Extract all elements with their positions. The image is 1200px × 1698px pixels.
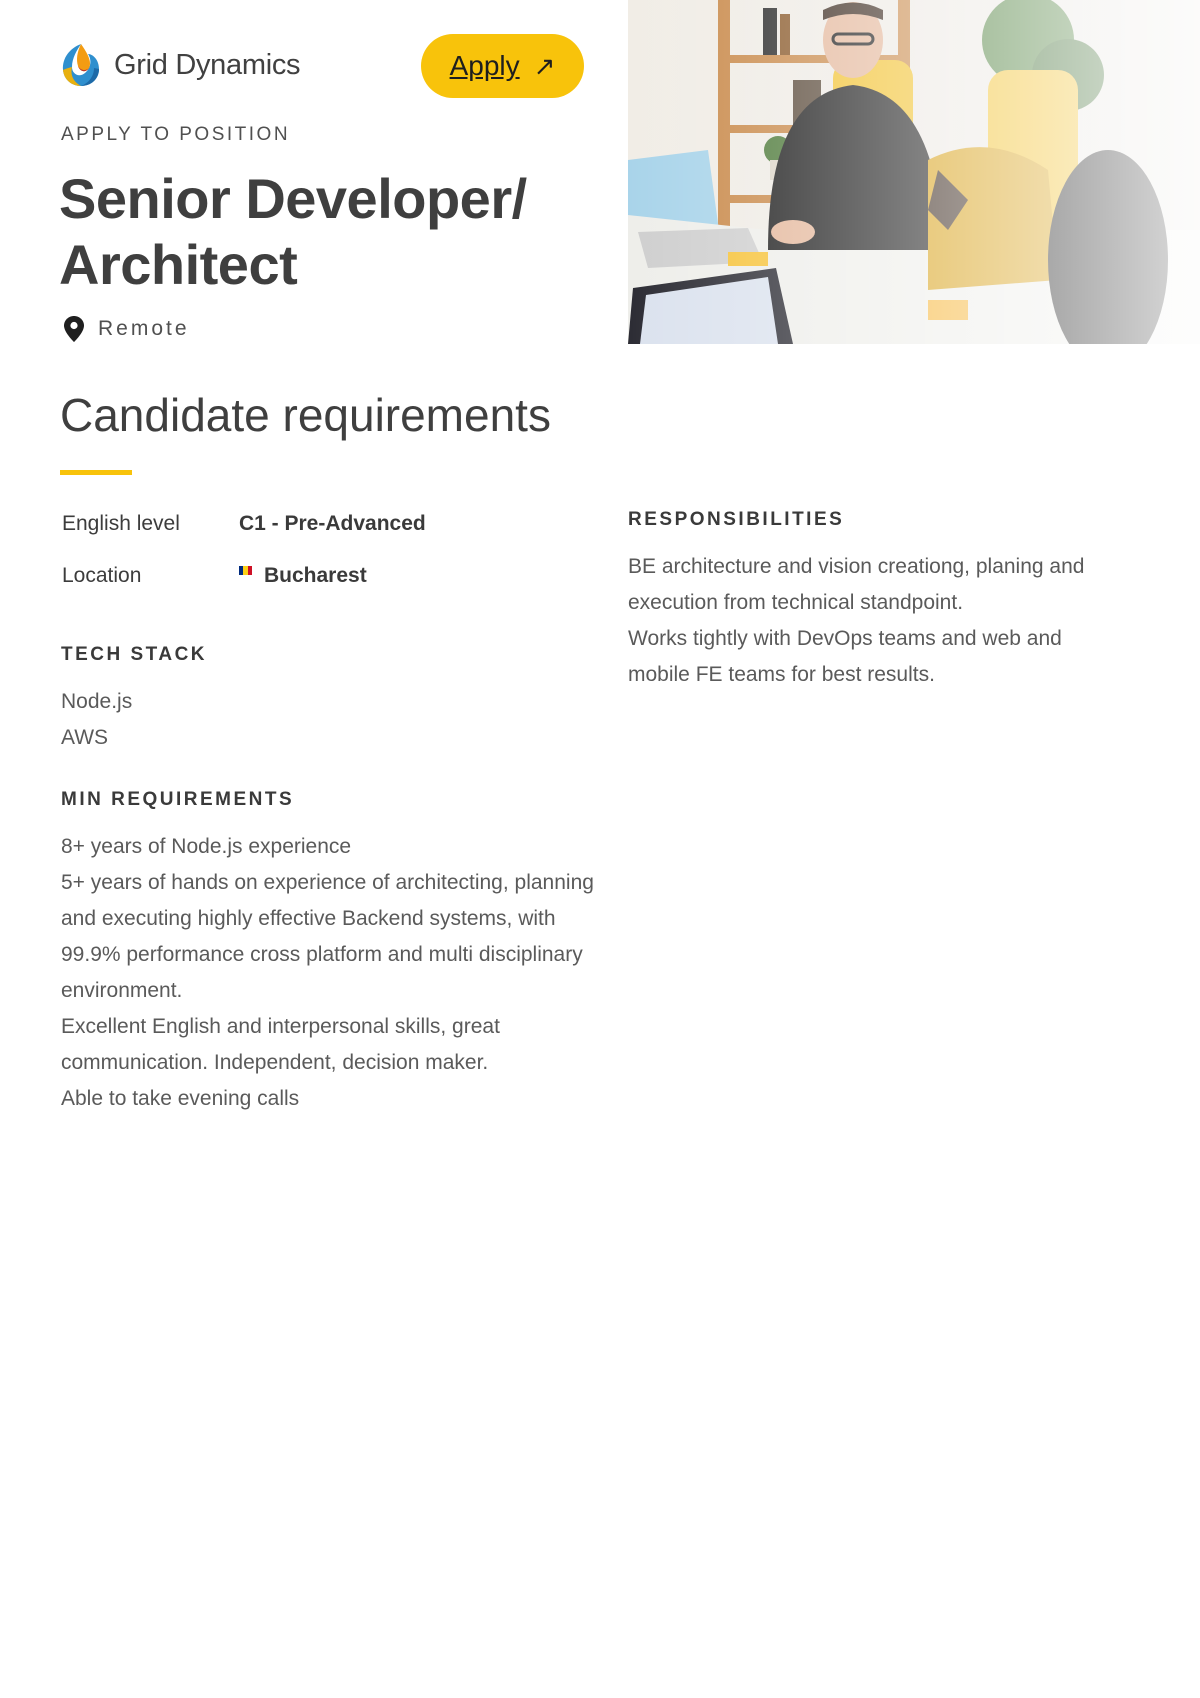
list-item: BE architecture and vision creationg, planing and execution from technical standpoint. bbox=[628, 555, 1085, 614]
section-title-candidate-requirements: Candidate requirements bbox=[60, 389, 551, 441]
romania-flag-icon bbox=[239, 566, 252, 575]
title-accent-underline bbox=[60, 470, 132, 475]
map-pin-icon bbox=[64, 316, 84, 342]
location-value bbox=[239, 564, 367, 588]
job-title: Senior Developer/ Architect bbox=[59, 167, 527, 296]
min-requirements-heading: MIN REQUIREMENTS bbox=[61, 789, 295, 810]
english-level-value-text: C1 - Pre-Advanced bbox=[239, 512, 426, 535]
list-item: Works tightly with DevOps teams and web and mobile FE teams for best results. bbox=[628, 627, 1062, 686]
list-item: Able to take evening calls bbox=[61, 1087, 300, 1110]
list-item: AWS bbox=[61, 726, 109, 749]
responsibilities-list bbox=[628, 549, 1128, 693]
list-item: 8+ years of Node.js experience bbox=[61, 835, 352, 858]
list-item: 5+ years of hands on experience of architecting, planning and executing highly effective Backend systems, with 99.9% performance cross platform and multi disciplinary environment. bbox=[61, 871, 594, 1002]
min-requirements-list bbox=[61, 829, 601, 1117]
hero-photo bbox=[628, 0, 1200, 344]
apply-button-label: Apply bbox=[449, 50, 520, 81]
list-item: Excellent English and interpersonal skills, great communication. Independent, decision maker. bbox=[61, 1015, 500, 1074]
english-level-label: English level bbox=[62, 512, 180, 535]
company-name: Grid Dynamics bbox=[114, 48, 301, 81]
job-location-text: Remote bbox=[98, 317, 190, 340]
english-level-value bbox=[239, 512, 426, 536]
grid-dynamics-logo-icon bbox=[58, 42, 104, 88]
responsibilities-heading: RESPONSIBILITIES bbox=[628, 509, 845, 530]
external-arrow-icon: ↗ bbox=[533, 50, 556, 81]
location-value-text: Bucharest bbox=[264, 564, 367, 587]
apply-button[interactable] bbox=[421, 34, 584, 98]
list-item: Node.js bbox=[61, 690, 133, 713]
apply-eyebrow: APPLY TO POSITION bbox=[61, 124, 291, 145]
company-logo bbox=[58, 42, 300, 88]
tech-stack-heading: TECH STACK bbox=[61, 644, 208, 665]
tech-stack-list bbox=[61, 684, 132, 756]
office-photo-image bbox=[628, 0, 1200, 344]
location-label: Location bbox=[62, 564, 142, 587]
job-location bbox=[64, 316, 190, 342]
